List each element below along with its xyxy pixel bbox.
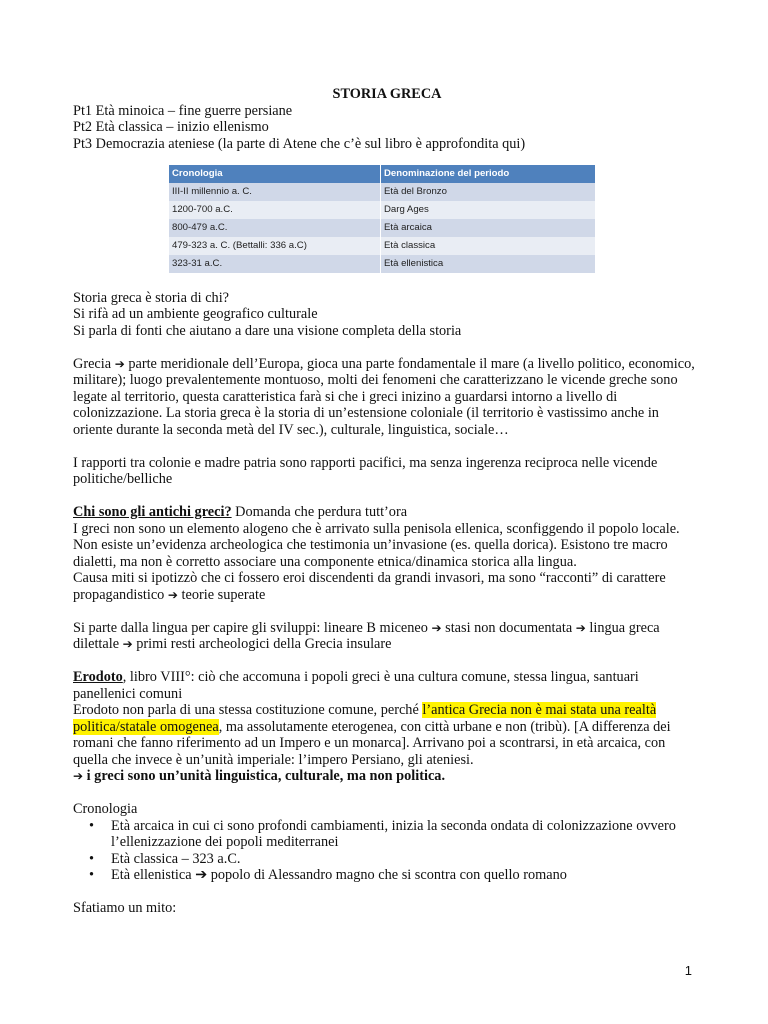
intro-line-3: Si parla di fonti che aiutano a dare una visione completa della storia xyxy=(73,322,462,339)
table-cell: Età arcaica xyxy=(381,219,596,237)
chi-sono-paragraph-2 xyxy=(73,570,701,603)
erodoto-conclusion xyxy=(73,768,701,785)
chronology-table xyxy=(169,165,595,273)
lingua-c: lingua greca dilettale xyxy=(73,619,660,652)
toc-line-1: Pt1 Età minoica – fine guerre persiane xyxy=(73,102,293,119)
intro-line-2: Si rifà ad un ambiente geografico culturale xyxy=(73,306,318,322)
grecia-text: parte meridionale dell’Europa, gioca una parte fondamentale il mare (a livello politico, economico, militare); luogo prevalentemente montuoso, molti dei fenomeni che caratterizzano le vicende greche sono legate al territorio, questa caratteristica farà si che i greci inizino a guardarsi intorno a livello di colonizzazione. La storia greca è la storia di un’estensione coloniale (il territorio è vastissimo anche in oriente durante la seconda metà del IV sec.), culturale, linguistica, sociale… xyxy=(73,355,695,438)
lingua-b: stasi non documentata xyxy=(441,619,576,636)
erodoto-p1: , libro VIII°: ciò che accomuna i popoli greci è una cultura comune, stessa lingua, santuari panellenici comuni xyxy=(73,669,639,702)
arrow-icon: ➔ xyxy=(431,620,442,635)
table-cell: III-II millennio a. C. xyxy=(169,183,381,201)
erodoto-p2a: Erodoto non parla di una stessa costituzione comune, perché xyxy=(73,702,423,718)
table-row xyxy=(169,237,595,255)
chi-sono-heading: Chi sono gli antichi greci? xyxy=(73,504,232,520)
chronology-table-wrapper xyxy=(169,165,595,273)
lingua-paragraph xyxy=(73,620,701,653)
lingua-d: primi resti archeologici della Grecia insulare xyxy=(132,636,392,652)
arrow-icon: ➔ xyxy=(73,769,84,783)
table-cell: 479-323 a. C. (Bettalli: 336 a.C) xyxy=(169,237,381,255)
lingua-a: Si parte dalla lingua per capire gli sviluppi: lineare B miceneo xyxy=(73,619,432,636)
chi-sono-paragraph-1: I greci non sono un elemento alogeno che è arrivato sulla penisola ellenica, sconfiggendo il popolo locale. Non esiste un’evidenza archeologica che testimonia un’invasione (es. quella dorica). Esistono tre macro dialetti, ma non è corretto associare una componente etnica/dinamica storica alla lingua. xyxy=(73,520,680,570)
toc-line-3: Pt3 Democrazia ateniese (la parte di Atene che c’è sul libro è approfondita qui) xyxy=(73,135,526,152)
table-cell: 800-479 a.C. xyxy=(169,219,381,237)
list-item: • Età arcaica in cui ci sono profondi cambiamenti, inizia la seconda ondata di colonizzazione ovvero l’ellenizzazione dei popoli mediterranei xyxy=(111,818,701,851)
highlighted-text: l’antica Grecia non è mai stata una realtà politica/statale omogenea xyxy=(73,702,657,735)
arrow-icon: ➔ xyxy=(167,587,178,602)
table-header-row xyxy=(169,165,595,183)
cronologia-heading: Cronologia xyxy=(73,801,138,817)
chi-sono-heading-line xyxy=(73,504,701,521)
page-number: 1 xyxy=(684,963,692,978)
erodoto-paragraph-1 xyxy=(73,669,701,702)
table-cell: Darg Ages xyxy=(381,201,596,219)
table-cell: 323-31 a.C. xyxy=(169,255,381,273)
chi-sono-p2b: teorie superate xyxy=(177,586,266,603)
erodoto-name: Erodoto xyxy=(73,669,123,685)
chi-sono-heading-rest: Domanda che perdura tutt’ora xyxy=(231,504,408,520)
grecia-lead: Grecia xyxy=(73,355,112,372)
table-row xyxy=(169,183,595,201)
table-row xyxy=(169,255,595,273)
sfatiamo-line: Sfatiamo un mito: xyxy=(73,900,177,916)
list-item: • Età classica – 323 a.C. xyxy=(111,851,701,868)
rapporti-paragraph: I rapporti tra colonie e madre patria sono rapporti pacifici, ma senza ingerenza reciproca nelle vicende politiche/belliche xyxy=(73,454,658,487)
table-row xyxy=(169,201,595,219)
table-row xyxy=(169,219,595,237)
document-page xyxy=(73,86,701,917)
arrow-icon: ➔ xyxy=(114,356,125,371)
grecia-paragraph xyxy=(73,356,701,439)
arrow-icon: ➔ xyxy=(122,637,133,651)
table-cell: Età del Bronzo xyxy=(381,183,596,201)
table-cell: 1200-700 a.C. xyxy=(169,201,381,219)
intro-line-1: Storia greca è storia di chi? xyxy=(73,289,230,306)
table-cell: Età ellenistica xyxy=(381,255,596,273)
conclusion-text: i greci sono un’unità linguistica, culturale, ma non politica. xyxy=(83,768,446,784)
list-item: • Età ellenistica ➔ popolo di Alessandro magno che si scontra con quello romano xyxy=(111,867,701,884)
table-header-cronologia: Cronologia xyxy=(169,165,381,183)
table-cell: Età classica xyxy=(381,237,596,255)
document-title: STORIA GRECA xyxy=(332,86,442,102)
arrow-icon: ➔ xyxy=(575,620,586,635)
erodoto-p2b: , ma assolutamente eterogenea, con città urbane e non (tribù). [A differenza dei romani che fanno riferimento ad un Impero e un monarca]. Arrivano poi a scontrarsi, in età arcaica, con quella che invece è un’unità imperiale: l’impero Persiano, gli ateniesi. xyxy=(73,718,671,768)
chi-sono-p2a: Causa miti si ipotizzò che ci fossero eroi discendenti da grandi invasori, ma sono “racconti” di carattere propagandistico xyxy=(73,570,666,603)
cronologia-list xyxy=(73,818,701,884)
toc-line-2: Pt2 Età classica – inizio ellenismo xyxy=(73,119,269,135)
erodoto-paragraph-2 xyxy=(73,702,701,768)
table-header-denominazione: Denominazione del periodo xyxy=(381,165,596,183)
